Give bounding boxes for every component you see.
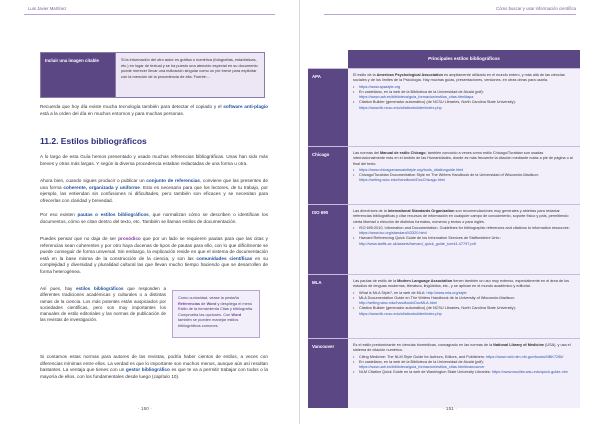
resource-list	[353, 85, 575, 111]
list-item: • ISO 690:2010, Information and Documentation. Guidelines for bibliographic references and citations to information resources: https://www.iso.org/standard/43320.html	[353, 226, 575, 237]
resource-link[interactable]: http://writing.wisc.edu/handbook/DocMLA.html	[359, 301, 437, 306]
resource-list	[353, 168, 575, 184]
list-item: • Chicago/Turabian Documentation Style en The Writers Handbook de la Universidad of Wisconsin-Madison: https://writing.wisc.edu/handbook/DocChicago.html	[353, 173, 575, 184]
style-name: ISO 690	[308, 205, 348, 274]
list-item: • Citing Medicine: The NLM Style Guide for Authors, Editors, and Publishers: https://www.ncbi.nlm.nih.gov/books/NBK7256/	[353, 355, 575, 360]
table-row	[308, 68, 580, 146]
style-description-cell	[348, 147, 580, 204]
style-description: Las directrices de la International Standards Organization son recomendaciones muy generales y abiertas para redactar referencias bibliográficas y citar recursos de información en cualquier campo de conocimiento, soporte físico y país, permitiendo cierta libertad o elección de distintos formatos, números y textos o para inglés.	[353, 209, 569, 224]
resource-link[interactable]: https://www.lib.ncsu.edu/citationbuilder/index.php	[359, 311, 442, 316]
highlight-term: prosódico	[118, 236, 141, 241]
table-row	[308, 146, 580, 204]
resource-link[interactable]: https://www.uah.es/biblioteca/guia_formacion/estilos_citas.html#apa	[359, 95, 474, 100]
resource-link[interactable]: https://www.uah.es/biblioteca/guia_formacion/estilos_citas.html#vancouver	[359, 365, 485, 370]
tip-text: Si la información del otro autor es gráfica o numérica (fotografías, estadísticas, etc.) en lugar de textual y se ha puesto una atención especial en su documento puede merecer llevar una indicación singular como un pie breve para explicitar con la mención de la procedencia de ella. Fuente:...	[116, 53, 264, 97]
style-name: Vancouver	[308, 339, 348, 408]
resource-link[interactable]: https://www.chicagomanualofstyle.org/tools_citationguide.html	[359, 167, 464, 172]
highlight-term: conjunto de referencias	[146, 178, 200, 183]
highlight-term: pautas o estilos bibliográficos	[77, 212, 149, 217]
styles-table	[308, 50, 580, 408]
tip-label: Incluir una imagen citable	[41, 53, 116, 97]
styles-table-header	[308, 50, 580, 68]
paragraph: Recuerda que hoy día existe mucha tecnología también para detectar el copiado y el software anti-plagio está a la orden del día en muchos entornos y para muchas personas.	[40, 104, 268, 116]
resource-link[interactable]: https://www.wsulibs.wsu.edu/quick-guide-nlm	[491, 370, 568, 375]
style-name: MLA	[308, 275, 348, 338]
style-description: Las normas del Manual de estilo Chicago, también conocido a veces como estilo Chicago/Turabian son usadas internacionalmente más en el ámbito de las Humanidades, donde es más frecuente la citación mediante notas a pie de página o al final del texto.	[353, 151, 573, 166]
paragraph: Por eso existen pautas o estilos bibliográficos, que normalizan cómo se describen o identifican los documentos, cómo se citan dentro del texto, etc. También se llaman estilos de documentación.	[40, 212, 268, 224]
style-name: APA	[308, 69, 348, 146]
resource-list	[353, 226, 575, 247]
resource-link[interactable]: https://www.lib.ncsu.edu/citationbuilder/index.php	[359, 105, 442, 110]
highlight-term: gestor bibliográfico	[125, 367, 170, 373]
tip-table	[40, 52, 265, 98]
resource-link[interactable]: https://writing.wisc.edu/handbook/DocChicago.html	[359, 178, 445, 183]
paragraph: Así pues, hay estilos bibliográficos que responden a diferentes tradiciones académicas y culturales o a distintas ramas de la ciencia. Los más potentes están auspiciados por sociedades científicas, pero son muy importantes los manuales de estilo editoriales y las normas de publicación de las revistas de investigación.	[40, 286, 166, 323]
highlight-term: software anti-plagio	[223, 104, 268, 109]
style-description-cell	[348, 205, 580, 274]
list-item: • MLA Documentation Guide en The Writers Handbook de la University of Wisconsin-Madison: http://writing.wisc.edu/handbook/DocMLA.html	[353, 296, 575, 307]
resource-list	[353, 291, 575, 317]
resource-link[interactable]: https://www.apastyle.org	[359, 84, 401, 89]
resource-link[interactable]: https://www.ncbi.nlm.nih.gov/books/NBK7256/	[485, 354, 564, 359]
paragraph: Puedes pensar que no daja de ser prosódico que por un lado se requieren pautas para que las citas y referencias sean coherentes y por otro haya docenas de tipos de pautas para ello, con lo que difícilmente se puede conseguir de forma universal. Sin embargo, la explicación reside en que el sistema de documentación está en la base misma de la construcción de la ciencia, y son las comunidades científicas en su complejidad y diversidad y pluralidad cultural las que llevan mucho tiempo haciendo que se desarrollen de forma heterogénea.	[40, 236, 268, 274]
style-description-cell	[348, 339, 580, 408]
style-description: Las pautas de estilo de la Modern Language Association tienen también un uso muy extenso, especialmente en el área de los estudios de lenguas modernas, literatura, lingüística, etc., y se aplican en el mundo académico y editorial.	[353, 279, 569, 289]
style-description: Es el estilo predominante en ciencias biomédicas, consagrado en las normas de la National Library of Medicine (USA), y usa el sistema de citación numérico.	[353, 343, 571, 353]
paragraph: Ahora bien, cuando sigues producir o publicar un conjunto de referencias, conviene que las presentes de una forma coherente, organizada y uniforme. Esto es necesario para que los lectores, de tu trabajo, por ejemplo, las entiendan sin confusiones ni dificultades, pero también son eficaces y se necesitan para ofrecerlas con claridad y brevedad.	[40, 178, 268, 203]
right-page	[300, 0, 600, 424]
page-number: · 151 ·	[443, 407, 457, 412]
highlight-term: coherente, organizada y uniforme	[63, 184, 140, 190]
list-item: • Harvard Referencing Quick Guide de los Information Services de Staffordshire Univ.: http://www.staffs.ac.uk/assets/harvard_quick_guide_tcm44-47797.pdf	[353, 236, 575, 247]
highlight-term: comunidades científicas	[196, 255, 253, 261]
note-box: Como curiosidad, véase la pestaña Referencias de Word y despliega el menú Estilo de la herramienta Citas y bibliografía. Comprueba las opciones. Con Word también se pueden manejar estilos bibliográficos comunes.	[172, 290, 260, 338]
style-name: Chicago	[308, 147, 348, 204]
style-description-cell	[348, 275, 580, 338]
style-description-cell	[348, 69, 580, 146]
resource-link[interactable]: https://www.iso.org/standard/43320.html	[359, 231, 427, 236]
resource-link[interactable]: http://www.staffs.ac.uk/assets/harvard_quick_guide_tcm44-47797.pdf	[359, 241, 476, 246]
styles-table-body	[308, 68, 580, 408]
highlight-term: estilos bibliográficos	[75, 286, 124, 291]
header-divider	[24, 14, 275, 15]
list-item: • En castellano, en la web de la Biblioteca de la Universidad de Alcalá (pdf): https://www.uah.es/biblioteca/guia_formacion/estilos_citas.html#apa	[353, 90, 575, 101]
header-divider	[324, 14, 576, 15]
paragraph: A lo largo de esta Guía hemos presentado y usado muchas referencias bibliográficas. Unas han sido más breves y otras más largas. Y según la diversa procedencia estaban redactadas de una forma u otra.	[40, 154, 268, 166]
style-description: El estilo de la American Psychological Association es ampliamente utilizado en el mundo entero, y más allá de las ciencias sociales y de los límites de la Psicología. Hay muchas guías, presentaciones, versiones, en otras obras para usarla.	[353, 73, 565, 83]
table-row	[308, 338, 580, 408]
resource-link[interactable]: http://www.mla.org/style	[426, 290, 467, 295]
section-title: 11.2. Estilos bibliográficos	[40, 136, 147, 146]
table-title: Principales estilos bibliográficos	[348, 50, 580, 68]
running-head: Cómo buscar y usar información científica	[495, 6, 576, 11]
list-item: • NLM Citation Quick Guide en la web de Washington State University Libraries: https://www.wsulibs.wsu.edu/quick-guide-nlm	[353, 370, 575, 375]
list-item: • What is MLA Style?, en la web de MLA: http://www.mla.org/style	[353, 291, 575, 296]
list-item: • Citation Builder (generador automático) (de NCSU Libraries, North Carolina State University): https://www.lib.ncsu.edu/citationbuilder/index.php	[353, 306, 575, 317]
list-item: • Citation Builder (generador automático) (de NCSU Libraries, North Carolina State University): https://www.lib.ncsu.edu/citationbuilder/index.php	[353, 100, 575, 111]
paragraph: Si contamos estas normas para autores de las revistas, podría haber cientos de estilos, a veces con diferencias mínimas entre ellos. La verdad es que lo importante son muchos menos, aunque aún así resultan bastantes. La ventaja que tienes con un gestor bibliográfico es que te va a permitir trabajar con todos o la mayoría de ellos, con los fundamentales desde luego (capítulo 10).	[40, 354, 268, 379]
table-row	[308, 274, 580, 338]
resource-list	[353, 355, 575, 376]
running-head: Luis Javier Martínez	[28, 6, 67, 11]
table-row	[308, 204, 580, 274]
page-number: · 150 ·	[138, 407, 152, 412]
list-item: • En castellano, en la web de la Biblioteca de la Universidad de Alcalá (pdf): https://www.uah.es/biblioteca/guia_formacion/estilos_citas.html#vancouver	[353, 360, 575, 371]
